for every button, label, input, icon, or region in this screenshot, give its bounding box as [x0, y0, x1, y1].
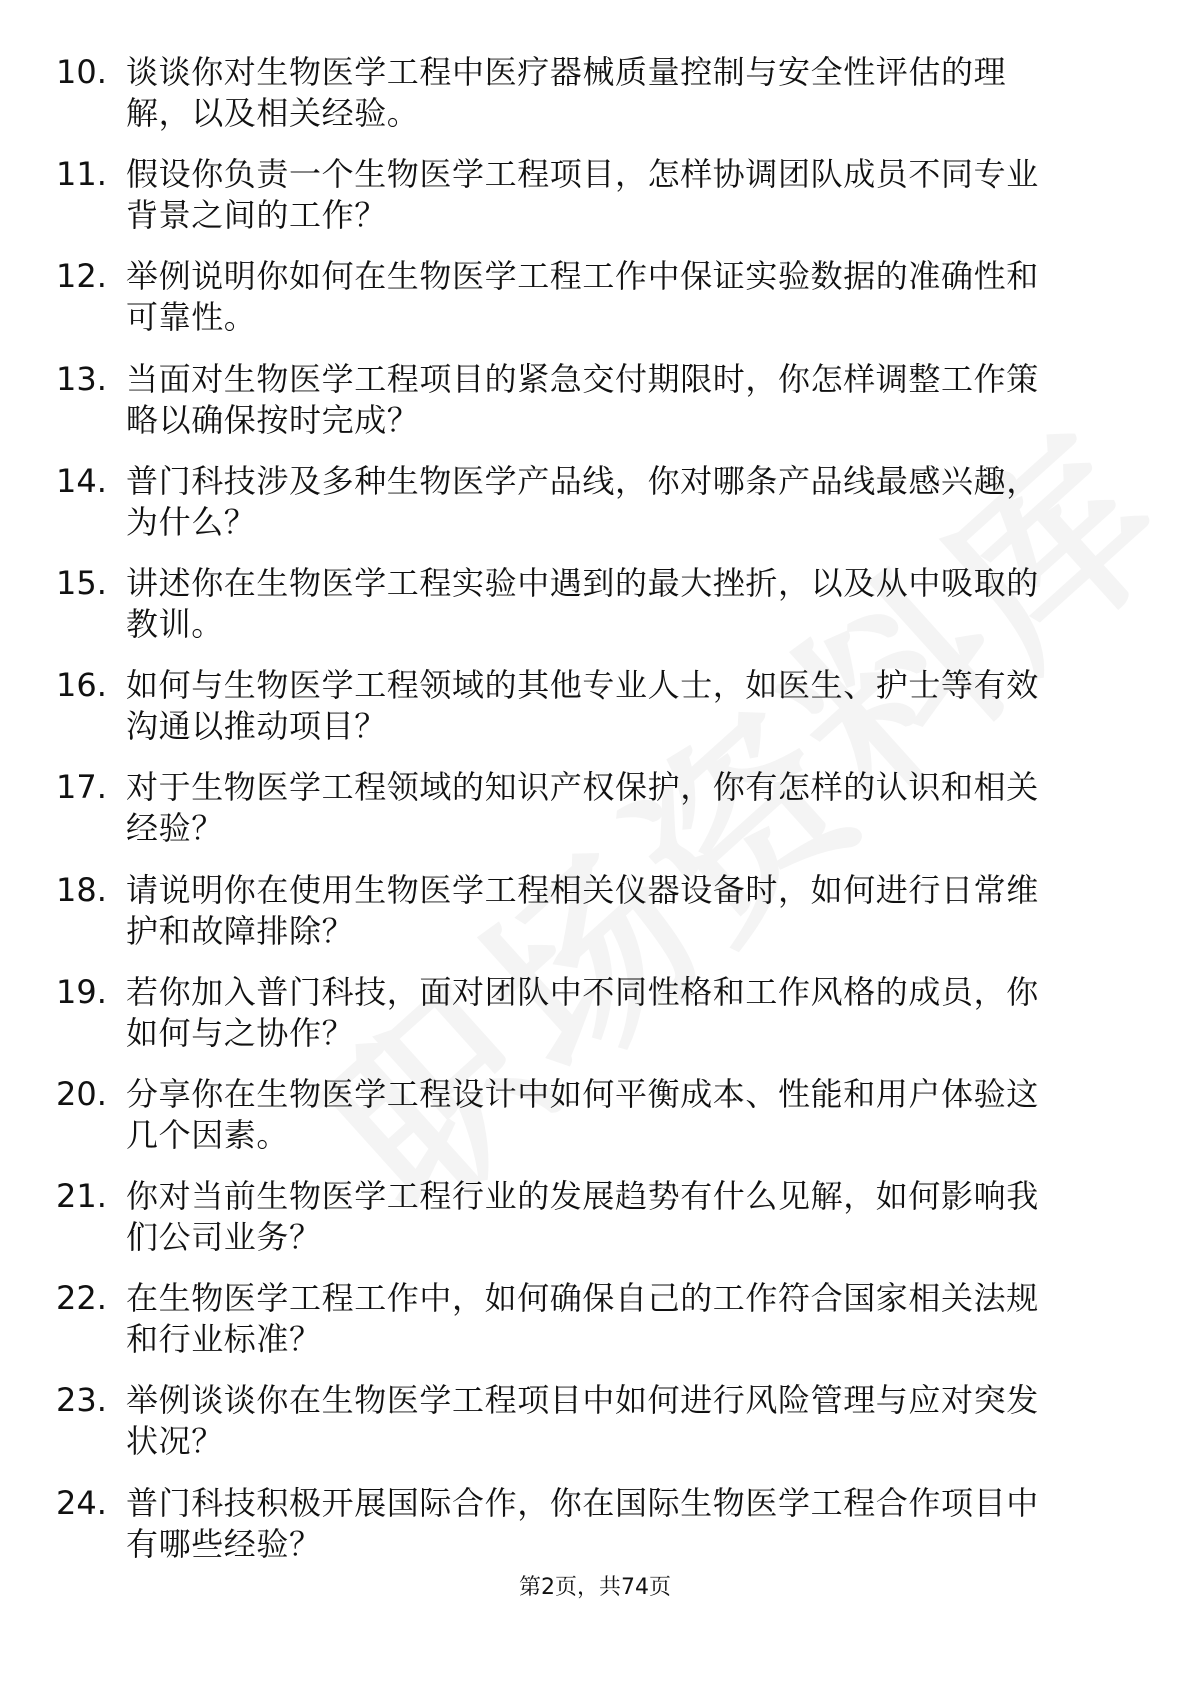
- question-number: 17.: [56, 768, 107, 807]
- question-text: [126, 767, 1126, 849]
- question-item: [0, 665, 1190, 767]
- question-number: 14.: [56, 461, 107, 500]
- question-item: [0, 1278, 1190, 1380]
- question-text-line: 可靠性。: [126, 298, 257, 337]
- question-text-line: 若你加入普门科技，面对团队中不同性格和工作风格的成员，你: [126, 972, 1039, 1011]
- question-number: 24.: [56, 1483, 107, 1522]
- question-number: 10.: [56, 53, 107, 91]
- question-item: [0, 563, 1190, 665]
- question-list: [0, 52, 1190, 1585]
- question-item: [0, 1074, 1190, 1176]
- question-text-line: 假设你负责一个生物医学工程项目，怎样协调团队成员不同专业: [126, 155, 1039, 194]
- question-text: [126, 461, 1126, 543]
- question-text-line: 经验？: [126, 809, 224, 848]
- question-text-line: 举例谈谈你在生物医学工程项目中如何进行风险管理与应对突发: [126, 1381, 1039, 1420]
- question-item: [0, 1176, 1190, 1278]
- question-item: [0, 1483, 1190, 1585]
- question-item: [0, 972, 1190, 1074]
- question-number: 12.: [56, 257, 107, 296]
- question-item: [0, 154, 1190, 256]
- question-text-line: 为什么？: [126, 502, 257, 541]
- question-item: [0, 1380, 1190, 1482]
- question-text-line: 教训。: [126, 604, 224, 643]
- question-item: [0, 870, 1190, 972]
- question-item: [0, 256, 1190, 358]
- question-text: [126, 665, 1126, 747]
- question-item: [0, 52, 1190, 154]
- question-text: [126, 1074, 1126, 1156]
- question-text-line: 举例说明你如何在生物医学工程工作中保证实验数据的准确性和: [126, 257, 1039, 296]
- question-text-line: 如何与之协作？: [126, 1013, 355, 1052]
- question-text-line: 讲述你在生物医学工程实验中遇到的最大挫折，以及从中吸取的: [126, 563, 1039, 602]
- question-number: 20.: [56, 1074, 107, 1113]
- question-number: 19.: [56, 972, 107, 1011]
- question-text-line: 当面对生物医学工程项目的紧急交付期限时，你怎样调整工作策: [126, 359, 1039, 398]
- question-number: 16.: [56, 666, 107, 705]
- question-text: [126, 870, 1126, 952]
- question-text: [126, 1483, 1126, 1565]
- question-number: 23.: [56, 1381, 107, 1420]
- question-text-line: 分享你在生物医学工程设计中如何平衡成本、性能和用户体验这: [126, 1074, 1039, 1113]
- question-text: [126, 972, 1126, 1054]
- question-text-line: 护和故障排除？: [126, 911, 355, 950]
- question-text-line: 有哪些经验？: [126, 1524, 322, 1563]
- question-text-line: 请说明你在使用生物医学工程相关仪器设备时，如何进行日常维: [126, 870, 1039, 909]
- question-text: [126, 1176, 1126, 1258]
- question-text-line: 普门科技涉及多种生物医学产品线，你对哪条产品线最感兴趣，: [126, 461, 1039, 500]
- question-item: [0, 461, 1190, 563]
- question-text-line: 普门科技积极开展国际合作，你在国际生物医学工程合作项目中: [126, 1483, 1039, 1522]
- question-item: [0, 359, 1190, 461]
- question-text-line: 状况？: [126, 1422, 224, 1461]
- question-text: [126, 52, 1126, 134]
- question-number: 15.: [56, 563, 107, 602]
- question-number: 21.: [56, 1177, 107, 1216]
- question-text-line: 如何与生物医学工程领域的其他专业人士，如医生、护士等有效: [126, 666, 1039, 705]
- question-text-line: 解，以及相关经验。: [126, 94, 420, 132]
- question-text: [126, 256, 1126, 338]
- question-number: 22.: [56, 1279, 107, 1318]
- question-text: [126, 359, 1126, 441]
- question-text-line: 你对当前生物医学工程行业的发展趋势有什么见解，如何影响我: [126, 1177, 1039, 1216]
- question-text-line: 略以确保按时完成？: [126, 400, 420, 439]
- question-number: 11.: [56, 155, 107, 194]
- question-text: [126, 1380, 1126, 1462]
- question-text-line: 在生物医学工程工作中，如何确保自己的工作符合国家相关法规: [126, 1279, 1039, 1318]
- question-text-line: 们公司业务？: [126, 1218, 322, 1257]
- question-text: [126, 1278, 1126, 1360]
- question-text: [126, 563, 1126, 645]
- question-text: [126, 154, 1126, 236]
- question-text-line: 谈谈你对生物医学工程中医疗器械质量控制与安全性评估的理: [126, 53, 1007, 91]
- question-text-line: 背景之间的工作？: [126, 196, 387, 235]
- question-text-line: 几个因素。: [126, 1115, 290, 1154]
- question-text-line: 沟通以推动项目？: [126, 707, 387, 746]
- page-footer: 第2页，共74页: [519, 1575, 671, 1600]
- question-number: 18.: [56, 870, 107, 909]
- question-item: [0, 767, 1190, 869]
- question-text-line: 和行业标准？: [126, 1320, 322, 1359]
- question-number: 13.: [56, 359, 107, 398]
- question-text-line: 对于生物医学工程领域的知识产权保护，你有怎样的认识和相关: [126, 768, 1039, 807]
